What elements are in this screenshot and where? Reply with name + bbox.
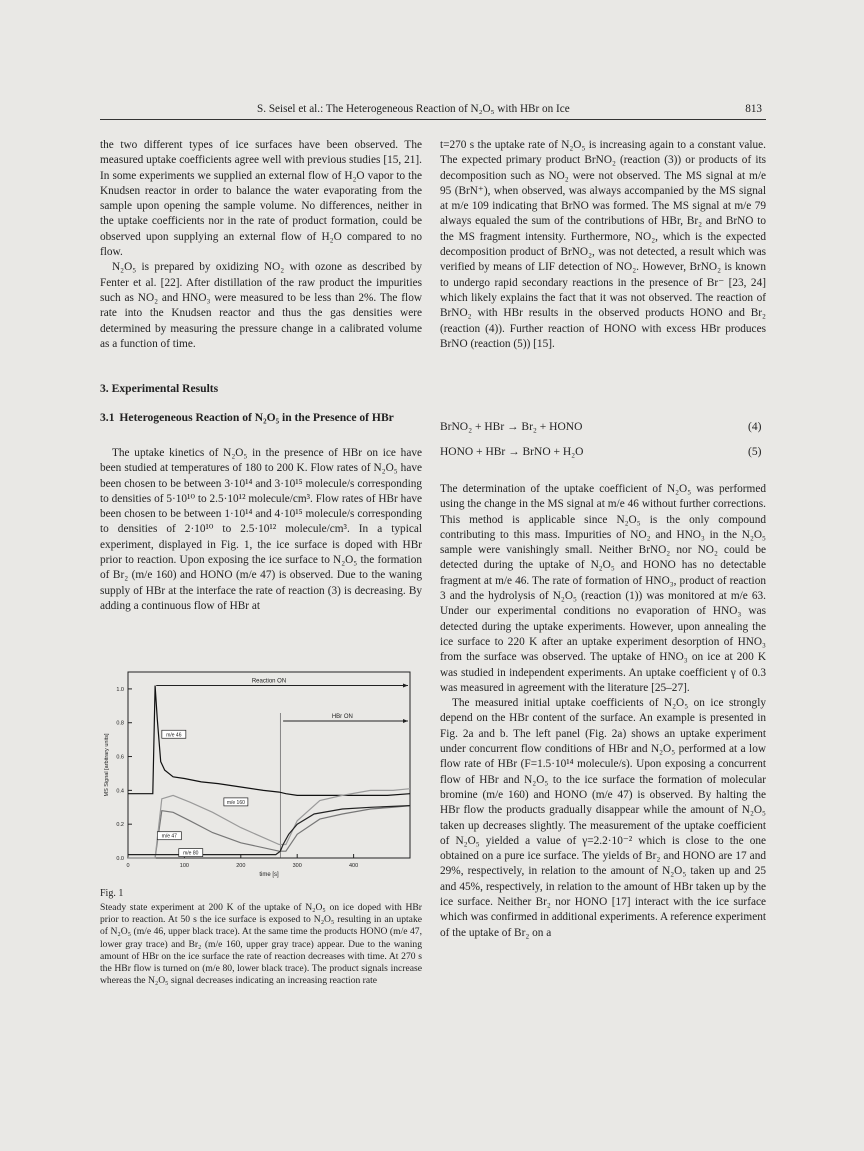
y-axis-label: MS Signal [arbitrary units] xyxy=(104,733,110,797)
figure-1-chart xyxy=(98,660,428,885)
equation-5-number: (5) xyxy=(748,446,762,458)
paragraph: The measured initial uptake coefficients of N₂O₅ on ice strongly depend on the HBr content of the surface. An example is presented in Fig. 2a and b. The left panel (Fig. 2a) shows an uptake experiment under concurrent flow conditions of HBr and N₂O₅ performed at a low flow rate of HBr (F=1.5·10¹⁴ molecule/s). Upon exposing a concurrent flow of HBr and N₂O₅ to the ice surface the formation of molecular bromine (m/e 160) and HONO (m/e 47) is observed. By halting the HBr flow the products gradually disappear while the amount of N₂O₅ taken up decreases slightly. The measurement of the uptake coefficient of N₂O₅ yielded a value of γ=2.2·10⁻² which is close to the one obtained on a pure ice surface. The yields of Br₂ and HONO are 17 and 29%, respectively, in relation to the amount of N₂O₅ taken up and 25 and 45%, respectively, in relation to the amount of HBr taken up by the ice surface. Neither Br₂ nor HONO [17] interact with the ice surface which was confirmed in additional experiments. A reference experiment of the uptake of Br₂ on a xyxy=(440,697,766,939)
right-column xyxy=(440,138,766,352)
annotation-hbr-on: HBr ON xyxy=(331,714,353,721)
equation-4: BrNO₂ + HBr → Br₂ + HONO xyxy=(440,421,583,433)
series-label: m/e 80 xyxy=(183,850,199,857)
x-tick-label: 200 xyxy=(236,863,246,869)
x-tick-label: 0 xyxy=(126,863,130,869)
x-tick-label: 400 xyxy=(349,863,359,869)
y-tick-label: 0.6 xyxy=(116,754,124,761)
figure-caption: Steady state experiment at 200 K of the uptake of N₂O₅ on ice doped with HBr prior to reaction. At 50 s the ice surface is exposed to N₂O₅ resulting in an uptake of N₂O₅ (m/e 46, upper black trace). At the same time the products HONO (m/e 47, lower gray trace) and Br₂ (m/e 160, upper gray trace) appear. Due to the waning amount of HBr on the ice surface the rate of reaction decreases with time. At 270 s the HBr flow is turned on (m/e 80, lower black trace). The product signals increase whereas the N₂O₅ signal decreases indicating an increasing reaction rate xyxy=(100,902,422,987)
left-column xyxy=(100,138,422,352)
paragraph: N₂O₅ is prepared by oxidizing NO₂ with ozone as described by Fenter et al. [22]. After distillation of the raw product the impurities such as NO₂ and HNO₃ were measured to be less than 2%. The flow rate into the Knudsen reactor and thus the gas densities were determined by measuring the pressure change in a calibrated volume as a function of time. xyxy=(100,261,422,350)
hbr-on-arrowhead xyxy=(403,719,408,723)
page-number: 813 xyxy=(745,103,762,115)
subsection-title: Heterogeneous Reaction of N₂O₅ in the Presence of HBr xyxy=(119,411,394,424)
section-title: 3. Experimental Results xyxy=(100,382,219,395)
left-column-cont xyxy=(100,446,422,614)
x-tick-label: 100 xyxy=(179,863,189,869)
equation-5: HONO + HBr → BrNO + H₂O xyxy=(440,446,584,458)
series-line-m-e-160 xyxy=(128,789,410,858)
y-tick-label: 0.4 xyxy=(116,788,124,795)
y-tick-label: 0.2 xyxy=(116,822,124,829)
section-heading xyxy=(100,381,420,396)
figure-label: Fig. 1 xyxy=(100,888,124,899)
series-label: m/e 47 xyxy=(161,833,177,840)
reaction-on-arrowhead xyxy=(403,684,408,688)
right-column-cont xyxy=(440,482,766,941)
running-title: S. Seisel et al.: The Heterogeneous Reaction of N₂O₅ with HBr on Ice xyxy=(257,103,570,115)
x-tick-label: 300 xyxy=(292,863,302,869)
series-label: m/e 160 xyxy=(226,799,245,806)
annotation-reaction-on: Reaction ON xyxy=(251,678,287,685)
subsection-heading xyxy=(100,410,420,425)
subsection-number: 3.1 xyxy=(100,411,115,424)
series-label: m/e 46 xyxy=(166,732,182,739)
y-tick-label: 0.0 xyxy=(116,856,124,862)
plot-frame xyxy=(128,672,410,858)
series-line-m-e-80 xyxy=(128,806,410,855)
equation-4-number: (4) xyxy=(748,421,762,433)
paragraph: the two different types of ice surfaces have been observed. The measured uptake coefficients agree well with previous studies [15, 21]. In some experiments we supplied an external flow of H₂O vapor to the Knudsen reactor in order to balance the water evaporating from the sample upon opening the sample volume. No differences, neither in the uptake coefficients nor in the rate of product formation, could be observed upon supplying an external flow of H₂O compared to no flow. xyxy=(100,139,422,259)
series-line-m-e-46 xyxy=(128,686,410,796)
paragraph: The determination of the uptake coefficient of N₂O₅ was performed using the change in the MS signal at m/e 46 without further corrections. This method is applicable since N₂O₅ is the only compound contributing to this mass. Impurities of NO₂ and HNO₃ in the N₂O₅ sample were vanishingly small. Neither BrNO₂ nor NO₂ could be detected during the uptake of N₂O₅ and HONO has no detectable fragment at m/e 46. The rate of formation of HNO₃, product of reaction 3 and the hydrolysis of N₂O₅ (reaction (1)) was monitored at m/e 63. Under our experimental conditions no evaporation of HNO₃ was detected during the uptake experiments. However, upon annealing the ice surface to 220 K after an uptake experiment desorption of HNO₃ from the surface was observed. The uptake of HNO₃ on ice at 200 K was studied in independent experiments. An uptake coefficient γ of 0.3 was measured in agreement with the literature [25–27]. xyxy=(440,483,766,694)
paragraph: The uptake kinetics of N₂O₅ in the presence of HBr on ice have been studied at temperatures of 180 to 200 K. Flow rates of N₂O₅ have been chosen to be between 3·10¹⁴ and 3·10¹⁵ molecule/s corresponding to densities of 5·10¹⁰ to 2.5·10¹² molecule/cm³. Flow rates of HBr have been chosen to be between 1·10¹⁴ and 4·10¹⁵ molecule/s corresponding to densities of 2·10¹⁰ to 2.5·10¹² molecule/cm³. In a typical experiment, displayed in Fig. 1, the ice surface is doped with HBr prior to reaction. Upon exposing the ice surface to N₂O₅ the formation of Br₂ (m/e 160) and HONO (m/e 47) is observed. Due to the waning supply of HBr at the interface the rate of reaction (3) is decreasing. By adding a continuous flow of HBr at xyxy=(100,447,422,612)
x-axis-label: time [s] xyxy=(259,872,279,878)
y-tick-label: 0.8 xyxy=(116,720,124,727)
paragraph: t=270 s the uptake rate of N₂O₅ is increasing again to a constant value. The expected primary product BrNO₂ (reaction (3)) or products of its decomposition such as NO₂ were not observed. The MS signal at m/e 95 (BrN⁺), when observed, was always accompanied by the MS signal at m/e 109 indicating that BrNO was formed. The MS signal at m/e 79 always equaled the sum of the contributions of HBr, Br₂ and BrNO to the MS fragment intensity. Furthermore, NO₂, which is the expected decomposition product of BrNO₂, was not detected, a result which was verified by means of LIF detection of NO₂. However, BrNO₂ is known to undergo rapid secondary reactions in the presence of Br⁻ [23, 24] which likely explains the fact that it was not observed. The reaction of BrNO₂ with HBr results in the observed products HONO and Br₂ (reaction (4)). Further reaction of HONO with excess HBr produces BrNO (reaction (5)) [15]. xyxy=(440,139,766,350)
y-tick-label: 1.0 xyxy=(116,686,124,693)
running-header xyxy=(100,103,766,120)
